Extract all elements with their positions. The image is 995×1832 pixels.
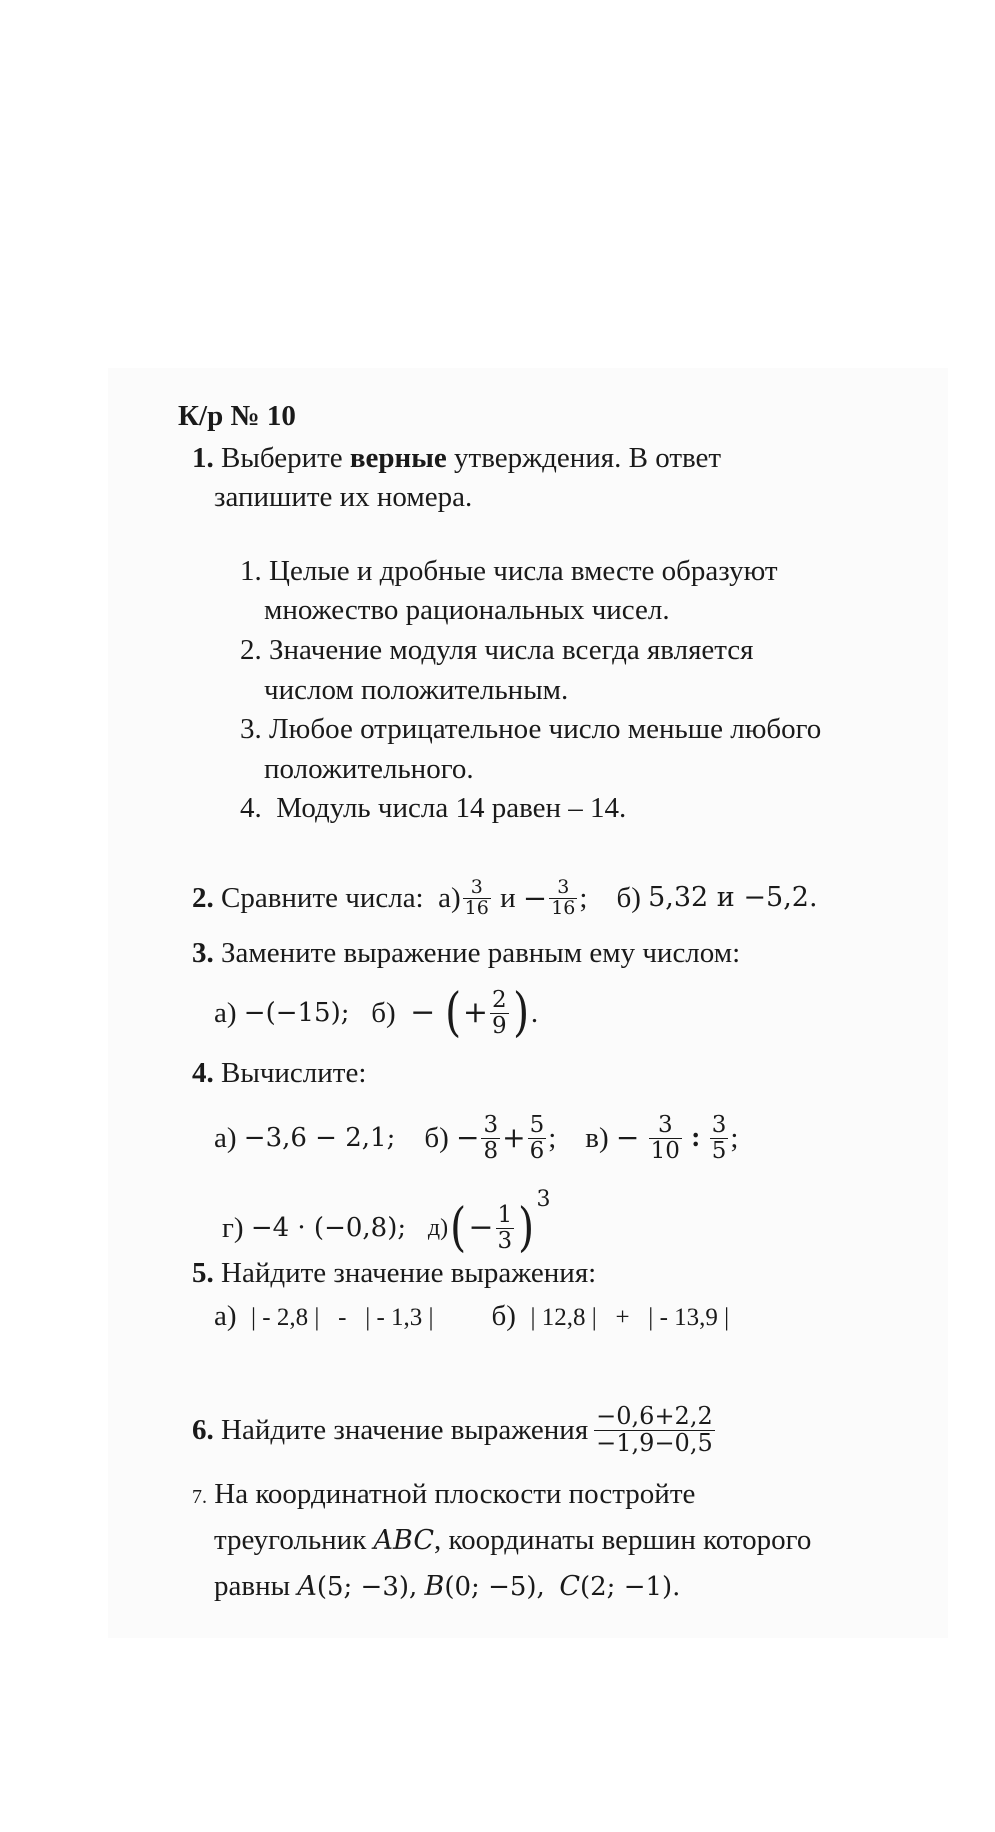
right-paren: ) (518, 1198, 535, 1258)
task3-expressions (214, 978, 538, 1048)
left-paren: ( (450, 1198, 467, 1258)
task3-a-expr: −(−15); (243, 998, 350, 1028)
task7-text-3-pre: равны (214, 1570, 291, 1602)
numerator: −0,6+2,2 (596, 1402, 713, 1431)
task4-v-fraction-1 (649, 1113, 682, 1162)
item-text: Значение модуля числа всегда является (269, 634, 754, 666)
task2-b-label: б) (616, 882, 641, 914)
task4-g-expr: −4 · (−0,8); (250, 1213, 407, 1243)
task4-b-fraction-1 (481, 1113, 500, 1162)
task4-a-expr: −3,6 − 2,1; (243, 1123, 396, 1153)
task5-text: Найдите значение выражения: (221, 1257, 597, 1289)
task2-and: и (500, 882, 516, 914)
task1-item-4 (240, 790, 626, 826)
task4-row1 (214, 1103, 738, 1173)
task4-a-label: а) (214, 1122, 237, 1154)
task7-text-2-post: , координаты вершин которого (434, 1524, 812, 1556)
numerator: 3 (483, 1112, 499, 1139)
item-text: Модуль числа 14 равен – 14. (276, 792, 627, 824)
task6-text: Найдите значение выражения (221, 1414, 589, 1446)
denominator: 9 (491, 1012, 507, 1039)
numerator: 3 (649, 1113, 682, 1138)
task3-b-plus: + (462, 995, 488, 1030)
task3-a-label: а) (214, 997, 237, 1029)
denominator: 10 (650, 1137, 680, 1164)
task7-line2 (214, 1522, 811, 1559)
task4-v-semicolon: ; (730, 1122, 739, 1154)
task4-v-fraction-2 (710, 1113, 729, 1162)
point-b-coords: (0; −5), (444, 1572, 545, 1602)
denominator: 6 (529, 1137, 545, 1164)
task4-d-exponent: 3 (536, 1187, 551, 1212)
task2-number: 2. (192, 882, 214, 914)
numerator: 3 (463, 878, 491, 899)
numerator: 2 (491, 987, 507, 1014)
item-text: Целые и дробные числа вместе образуют (269, 555, 778, 587)
task1-item-2 (240, 632, 754, 668)
task3-b-label: б) (371, 997, 396, 1029)
task7-text-1: На координатной плоскости постройте (214, 1478, 696, 1510)
task3-number: 3. (192, 937, 214, 969)
point-c-label: C (559, 1571, 580, 1602)
task5-b-expr: | 12,8 | + | - 13,9 | (530, 1304, 730, 1331)
task6-number: 6. (192, 1414, 214, 1446)
task1-item-2-cont: числом положительным. (264, 674, 569, 706)
numerator: 1 (497, 1202, 513, 1229)
task2-b-expr: 5,32 и −5,2. (648, 882, 818, 913)
task5-number: 5. (192, 1257, 214, 1289)
item-number: 2. (240, 634, 262, 666)
task5-expressions (214, 1298, 729, 1336)
task2-minus: − (522, 881, 548, 915)
task6 (192, 1390, 717, 1470)
task1-item-1-cont: множество рациональных чисел. (264, 594, 670, 626)
task4-v-label: в) (585, 1122, 609, 1154)
task1-number: 1. (192, 442, 214, 474)
task1-item-3-cont: положительного. (264, 753, 474, 785)
denominator: 16 (464, 896, 489, 919)
item-number: 3. (240, 713, 262, 745)
task1-text-post: утверждения. В ответ (454, 442, 722, 474)
denominator: 8 (483, 1137, 499, 1164)
point-a-coords: (5; −3), (316, 1572, 418, 1602)
right-paren: ) (512, 983, 529, 1043)
denominator: −1,9−0,5 (596, 1428, 713, 1457)
task1-text-bold: верные (349, 442, 447, 474)
task7-number: 7. (192, 1486, 207, 1508)
task4-d-label: д) (427, 1215, 449, 1241)
numerator: 3 (549, 878, 577, 899)
item-text: Любое отрицательное число меньше любого (269, 713, 822, 745)
task3-fraction (490, 988, 509, 1037)
denominator: 3 (497, 1227, 513, 1254)
denominator: 16 (551, 896, 576, 919)
task4-d-fraction (496, 1203, 515, 1252)
task4-d-minus: − (468, 1210, 494, 1245)
point-a-label: A (297, 1571, 317, 1602)
denominator: 5 (711, 1137, 727, 1164)
task4-b-label: б) (424, 1122, 449, 1154)
task1-header (192, 440, 721, 476)
item-number: 4. (240, 792, 262, 824)
item-number: 1. (240, 555, 262, 587)
task3-header (192, 935, 740, 971)
task5-header (192, 1255, 596, 1291)
task4-text: Вычислите: (221, 1057, 367, 1089)
task4-header (192, 1055, 366, 1091)
task4-v-minus: − (615, 1121, 640, 1154)
point-b-label: B (424, 1571, 445, 1602)
task5-a-label: а) (214, 1300, 237, 1332)
task4-b-semicolon: ; (548, 1122, 557, 1154)
task7-line3 (214, 1568, 680, 1605)
task3-dot: . (530, 997, 539, 1029)
task4-g-label: г) (222, 1212, 244, 1244)
task4-b-minus: − (456, 1121, 480, 1154)
task2 (192, 870, 818, 926)
numerator: 5 (529, 1112, 545, 1139)
point-c-coords: (2; −1). (580, 1572, 681, 1602)
task4-v-colon: : (691, 1122, 701, 1153)
numerator: 3 (711, 1112, 727, 1139)
task4-b-plus: + (502, 1121, 526, 1154)
task5-a-expr: | - 2,8 | - | - 1,3 | (251, 1304, 434, 1331)
task4-b-fraction-2 (528, 1113, 547, 1162)
left-paren: ( (444, 983, 461, 1043)
task7-text-2-pre: треугольник (214, 1524, 367, 1556)
task2-semicolon: ; (579, 882, 588, 914)
task2-fraction-1 (463, 875, 491, 919)
page-title: К/р № 10 (178, 400, 296, 432)
task5-b-label: б) (491, 1300, 516, 1332)
task3-text: Замените выражение равным ему числом: (221, 937, 741, 969)
task2-fraction-2 (549, 875, 577, 919)
task1-line2: запишите их номера. (214, 481, 473, 513)
task2-text: Сравните числа: (221, 882, 424, 914)
task6-fraction (594, 1404, 715, 1455)
task2-a-label: а) (438, 882, 461, 914)
task1-item-1 (240, 553, 778, 589)
task7-abc: ABC (373, 1525, 435, 1556)
task7-line1 (192, 1476, 695, 1515)
task4-number: 4. (192, 1057, 214, 1089)
task3-b-minus: − (410, 995, 436, 1030)
task1-item-3 (240, 711, 821, 747)
task1-text-pre: Выберите (221, 442, 343, 474)
